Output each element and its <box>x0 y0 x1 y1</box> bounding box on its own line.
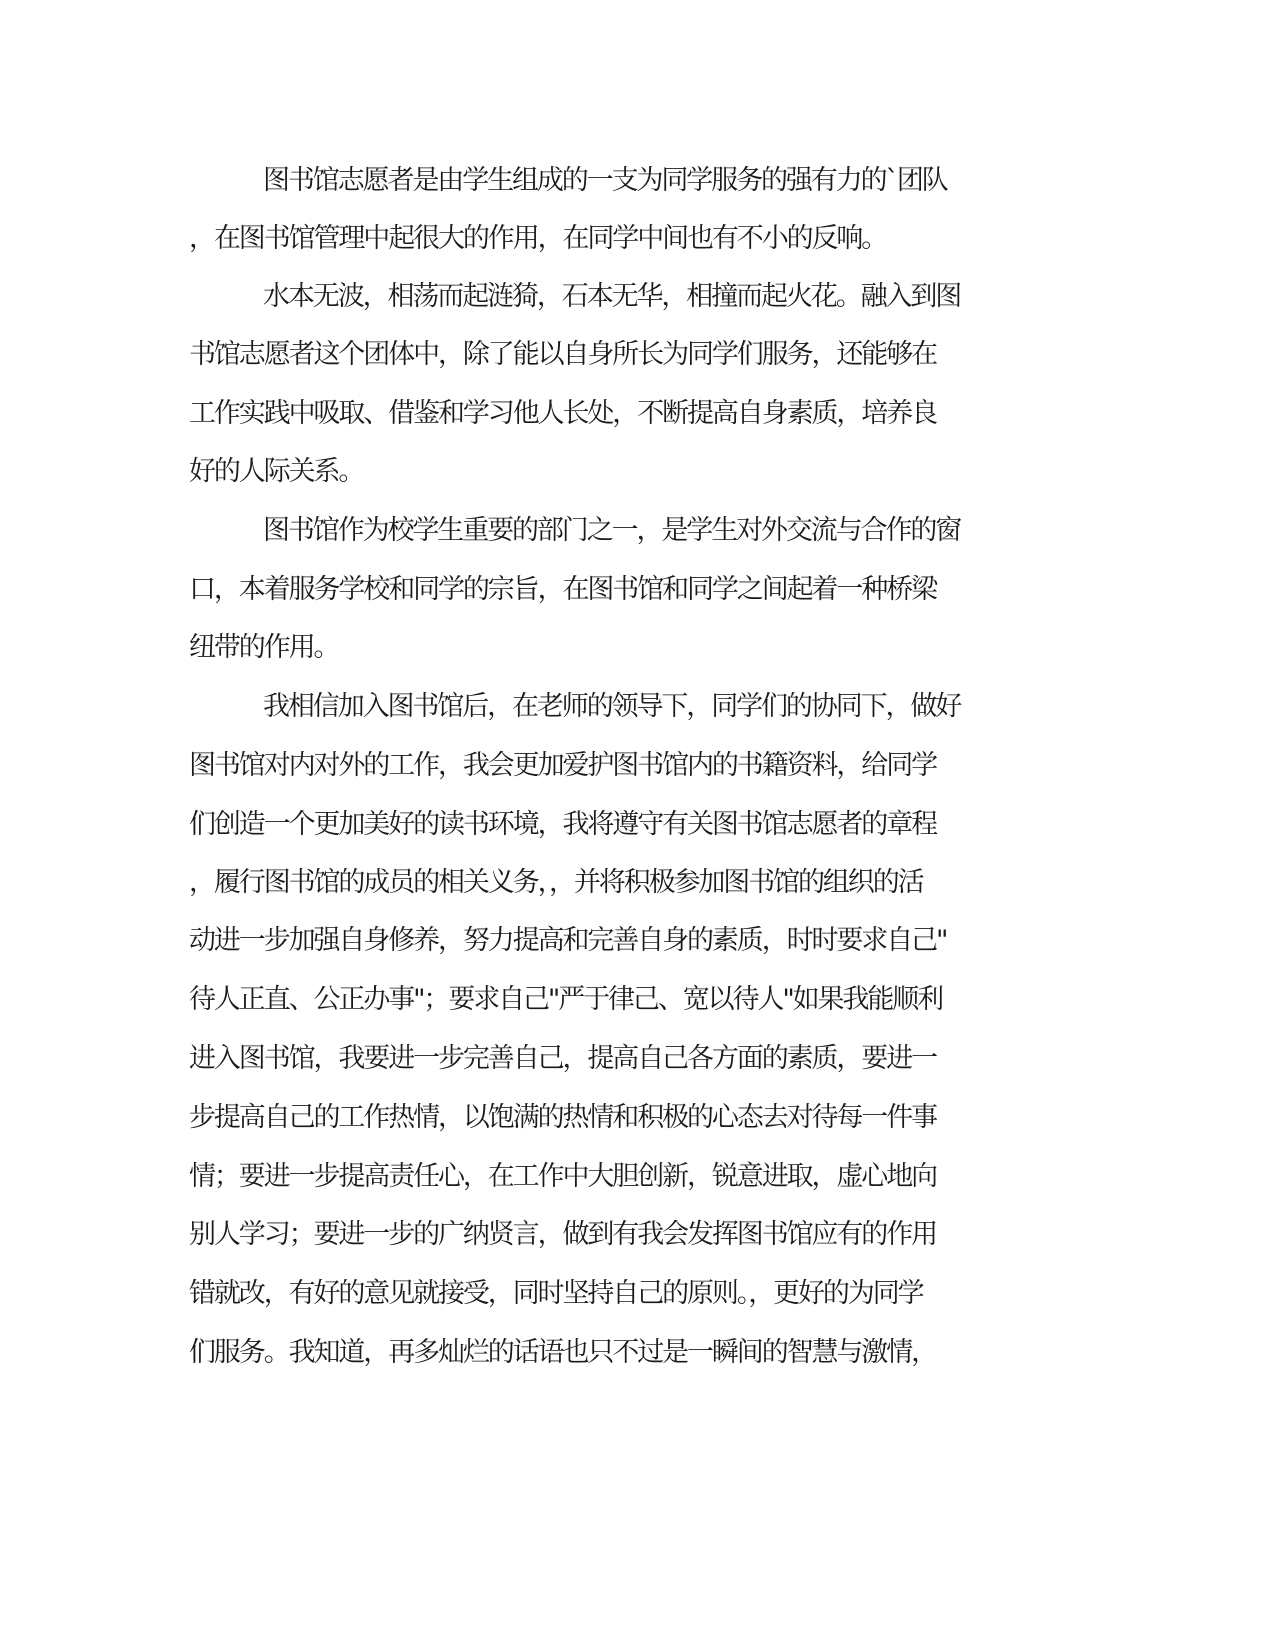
text-line: 口，本着服务学校和同学的宗旨，在图书馆和同学之间起着一种桥梁 <box>189 574 936 605</box>
text-line: 待人正直、公正办事"；要求自己"严于律己、宽以待人"如果我能顺利 <box>189 984 943 1015</box>
text-line: 图书馆对内对外的工作，我会更加爱护图书馆内的书籍资料，给同学 <box>189 750 936 781</box>
text-line: 别人学习；要进一步的广纳贤言，做到有我会发挥图书馆应有的作用 <box>189 1219 936 1250</box>
text-line: 步提高自己的工作热情，以饱满的热情和积极的心态去对待每一件事 <box>189 1102 936 1133</box>
text-line: ，在图书馆管理中起很大的作用，在同学中间也有不小的反响。 <box>189 223 887 254</box>
text-line: 我相信加入图书馆后，在老师的领导下，同学们的协同下，做好 <box>263 691 961 722</box>
text-line: 们创造一个更加美好的读书环境，我将遵守有关图书馆志愿者的章程 <box>189 809 936 840</box>
text-line: 书馆志愿者这个团体中，除了能以自身所长为同学们服务，还能够在 <box>189 339 936 370</box>
text-line: 水本无波，相荡而起涟猗，石本无华，相撞而起火花。融入到图 <box>263 281 961 312</box>
text-line: 动进一步加强自身修养，努力提高和完善自身的素质，时时要求自己" <box>189 925 947 956</box>
text-line: 图书馆作为校学生重要的部门之一，是学生对外交流与合作的窗 <box>263 515 961 546</box>
text-line: 好的人际关系。 <box>189 456 364 487</box>
text-line: 们服务。我知道，再多灿烂的话语也只不过是一瞬间的智慧与激情， <box>189 1337 936 1368</box>
text-line: 纽带的作用。 <box>189 632 339 663</box>
text-line: 图书馆志愿者是由学生组成的一支为同学服务的强有力的`团队 <box>263 165 947 196</box>
text-line: ，履行图书馆的成员的相关义务，，并将积极参加图书馆的组织的活 <box>189 867 923 898</box>
text-line: 进入图书馆，我要进一步完善自己，提高自己各方面的素质，要进一 <box>189 1043 936 1074</box>
text-line: 错就改，有好的意见就接受，同时坚持自己的原则。，更好的为同学 <box>189 1278 923 1309</box>
text-line: 工作实践中吸取、借鉴和学习他人长处，不断提高自身素质，培养良 <box>189 398 936 429</box>
text-line: 情；要进一步提高责任心，在工作中大胆创新，锐意进取，虚心地向 <box>189 1161 936 1192</box>
